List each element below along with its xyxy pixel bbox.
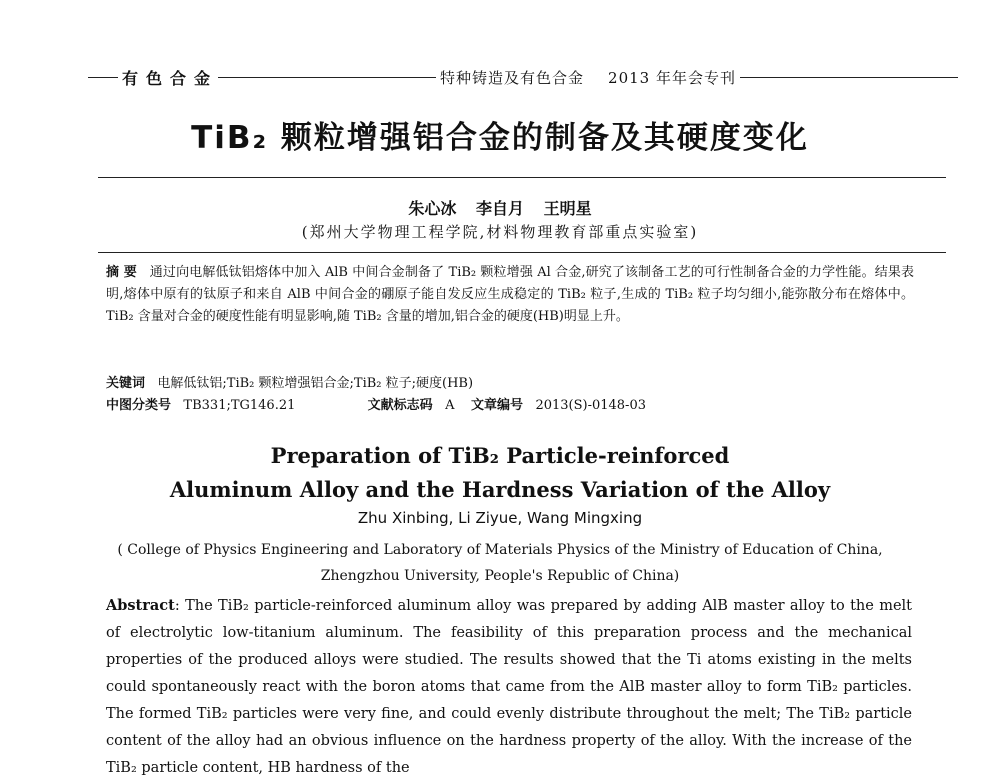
- abstract-en-label: Abstract: [106, 597, 175, 614]
- keywords-label: 关键词: [106, 376, 146, 391]
- abstract-en-text: : The TiB₂ particle-reinforced aluminum alloy was prepared by adding AlB master alloy to the melt of electrolytic low-titanium aluminum. The feasibility of this preparation process and the mechanical properties of the produced alloys were studied. The results showed that the Ti atoms existing in the melts could spontaneously react with the boron atoms that came from the AlB master alloy to form TiB₂ particles. The formed TiB₂ particles were very fine, and could evenly distribute throughout the melt; The TiB₂ particle content of the alloy had an obvious influence on the hardness property of the alloy. With the increase of the TiB₂ particle content, HB hardness of the: [106, 598, 912, 776]
- paper-title-en-line1: Preparation of TiB₂ Particle-reinforced: [270, 443, 730, 468]
- keywords-cn: [106, 374, 473, 394]
- section-name: 有色合金: [122, 68, 219, 88]
- doc-code-value: A: [445, 398, 455, 413]
- journal-name: 特种铸造及有色合金: [440, 68, 585, 87]
- clc-label: 中图分类号: [106, 398, 172, 413]
- title-divider-top: [98, 177, 946, 178]
- article-no-value: 2013(S)-0148-03: [535, 398, 646, 413]
- affiliation-cn: (郑州大学物理工程学院,材料物理教育部重点实验室): [301, 223, 699, 241]
- keywords-text: 电解低钛铝;TiB₂ 颗粒增强铝合金;TiB₂ 粒子;硬度(HB): [157, 376, 474, 391]
- classification-line: [106, 396, 646, 416]
- article-no-label: 文章编号: [471, 398, 524, 413]
- abstract-cn-text: 通过向电解低钛铝熔体中加入 AlB 中间合金制备了 TiB₂ 颗粒增强 Al 合金,研究了该制备工艺的可行性制备合金的力学性能。结果表明,熔体中原有的钛原子和来自 AlB 中间合金的硼原子能自发反应生成稳定的 TiB₂ 粒子,生成的 TiB₂ 粒子均匀细小,能弥散分布在熔体中。TiB₂ 含量对合金的硬度性能有明显影响,随 TiB₂ 含量的增加,铝合金的硬度(HB)明显上升。: [106, 265, 914, 324]
- abstract-cn: [106, 262, 914, 328]
- abstract-en: [106, 592, 912, 782]
- affiliation-en-line1: ( College of Physics Engineering and Laboratory of Materials Physics of the Ministry of Education of China,: [117, 542, 883, 558]
- title-divider-bottom: [98, 252, 946, 253]
- affiliation-en-line2: Zhengzhou University, People's Republic of China): [320, 568, 680, 584]
- affiliation-en: [100, 537, 900, 589]
- authors-en: Zhu Xinbing, Li Ziyue, Wang Mingxing: [357, 509, 643, 527]
- header-rule-right: [740, 77, 958, 78]
- running-header: [88, 66, 958, 88]
- header-rule-middle: [218, 77, 436, 78]
- doc-code-label: 文献标志码: [367, 398, 433, 413]
- paper-title-cn: TiB₂ 颗粒增强铝合金的制备及其硬度变化: [191, 120, 809, 156]
- header-rule-left: [88, 77, 118, 78]
- abstract-cn-label: 摘 要: [106, 265, 137, 280]
- paper-title-en-line2: Aluminum Alloy and the Hardness Variation of the Alloy: [169, 477, 831, 502]
- journal-issue: 2013 年年会专刊: [608, 68, 736, 87]
- authors-cn: 朱心冰 李自月 王明星: [408, 199, 592, 218]
- clc-value: TB331;TG146.21: [183, 398, 296, 413]
